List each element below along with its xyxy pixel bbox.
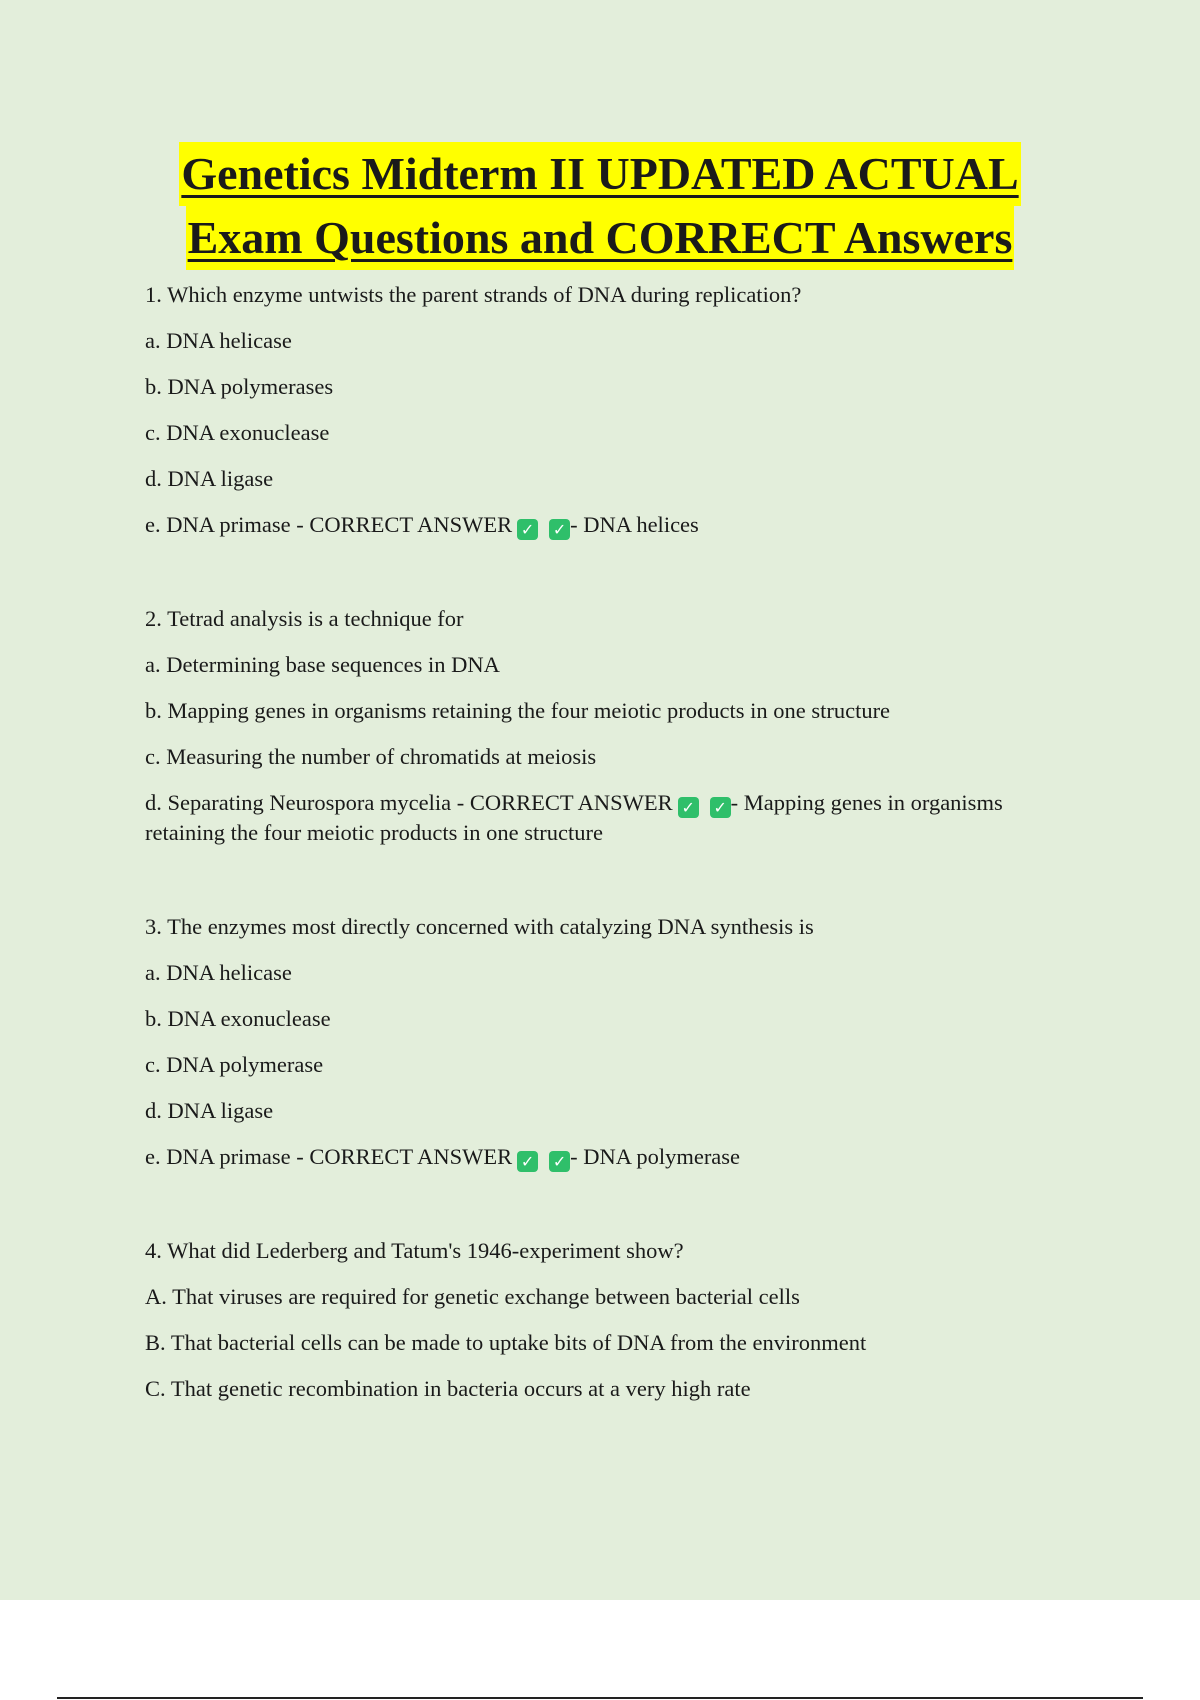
correct-answer: - DNA polymerase — [570, 1144, 741, 1169]
document-title — [0, 142, 1200, 270]
option-a: a. Determining base sequences in DNA — [145, 652, 500, 677]
correct-answer: - DNA helices — [570, 512, 699, 537]
question-block-4 — [145, 1236, 1085, 1420]
option-b: B. That bacterial cells can be made to uptake bits of DNA from the environment — [145, 1330, 867, 1355]
option-a: a. DNA helicase — [145, 960, 292, 985]
option-c: c. Measuring the number of chromatids at meiosis — [145, 744, 597, 769]
question-block-1 — [145, 280, 1085, 556]
option-b: b. DNA polymerases — [145, 374, 334, 399]
question-text: 1. Which enzyme untwists the parent strands of DNA during replication? — [145, 282, 802, 307]
question-text: 2. Tetrad analysis is a technique for — [145, 606, 464, 631]
option-d: d. Separating Neurospora mycelia - CORRECT ANSWER — [145, 790, 673, 815]
check-box-icon: ✓ — [549, 519, 570, 540]
option-a: a. DNA helicase — [145, 328, 292, 353]
option-d-with-answer — [145, 788, 1085, 864]
question-block-2 — [145, 604, 1085, 864]
check-box-icon: ✓ — [710, 797, 731, 818]
option-c: c. DNA polymerase — [145, 1052, 324, 1077]
check-box-icon: ✓ — [678, 797, 699, 818]
option-c: c. DNA exonuclease — [145, 420, 330, 445]
check-box-icon: ✓ — [549, 1151, 570, 1172]
option-e-with-answer — [145, 1142, 1085, 1188]
option-d: d. DNA ligase — [145, 1098, 274, 1123]
question-block-3 — [145, 912, 1085, 1188]
option-e-with-answer — [145, 510, 1085, 556]
option-b: b. DNA exonuclease — [145, 1006, 331, 1031]
option-c: C. That genetic recombination in bacteria occurs at a very high rate — [145, 1376, 751, 1401]
title-line-2: Exam Questions and CORRECT Answers — [186, 206, 1015, 270]
check-box-icon: ✓ — [517, 519, 538, 540]
correct-answer: - Mapping genes in organisms retaining the four meiotic products in one structure — [145, 790, 1003, 845]
question-text: 3. The enzymes most directly concerned with catalyzing DNA synthesis is — [145, 914, 814, 939]
option-e: e. DNA primase - CORRECT ANSWER — [145, 1144, 513, 1169]
option-d: d. DNA ligase — [145, 466, 274, 491]
option-a: A. That viruses are required for genetic exchange between bacterial cells — [145, 1284, 800, 1309]
title-line-1: Genetics Midterm II UPDATED ACTUAL — [179, 142, 1020, 206]
option-e: e. DNA primase - CORRECT ANSWER — [145, 512, 513, 537]
option-b: b. Mapping genes in organisms retaining the four meiotic products in one structure — [145, 698, 891, 723]
footer-divider — [57, 1697, 1143, 1699]
question-list — [145, 280, 1085, 1468]
check-box-icon: ✓ — [517, 1151, 538, 1172]
question-text: 4. What did Lederberg and Tatum's 1946-experiment show? — [145, 1238, 684, 1263]
